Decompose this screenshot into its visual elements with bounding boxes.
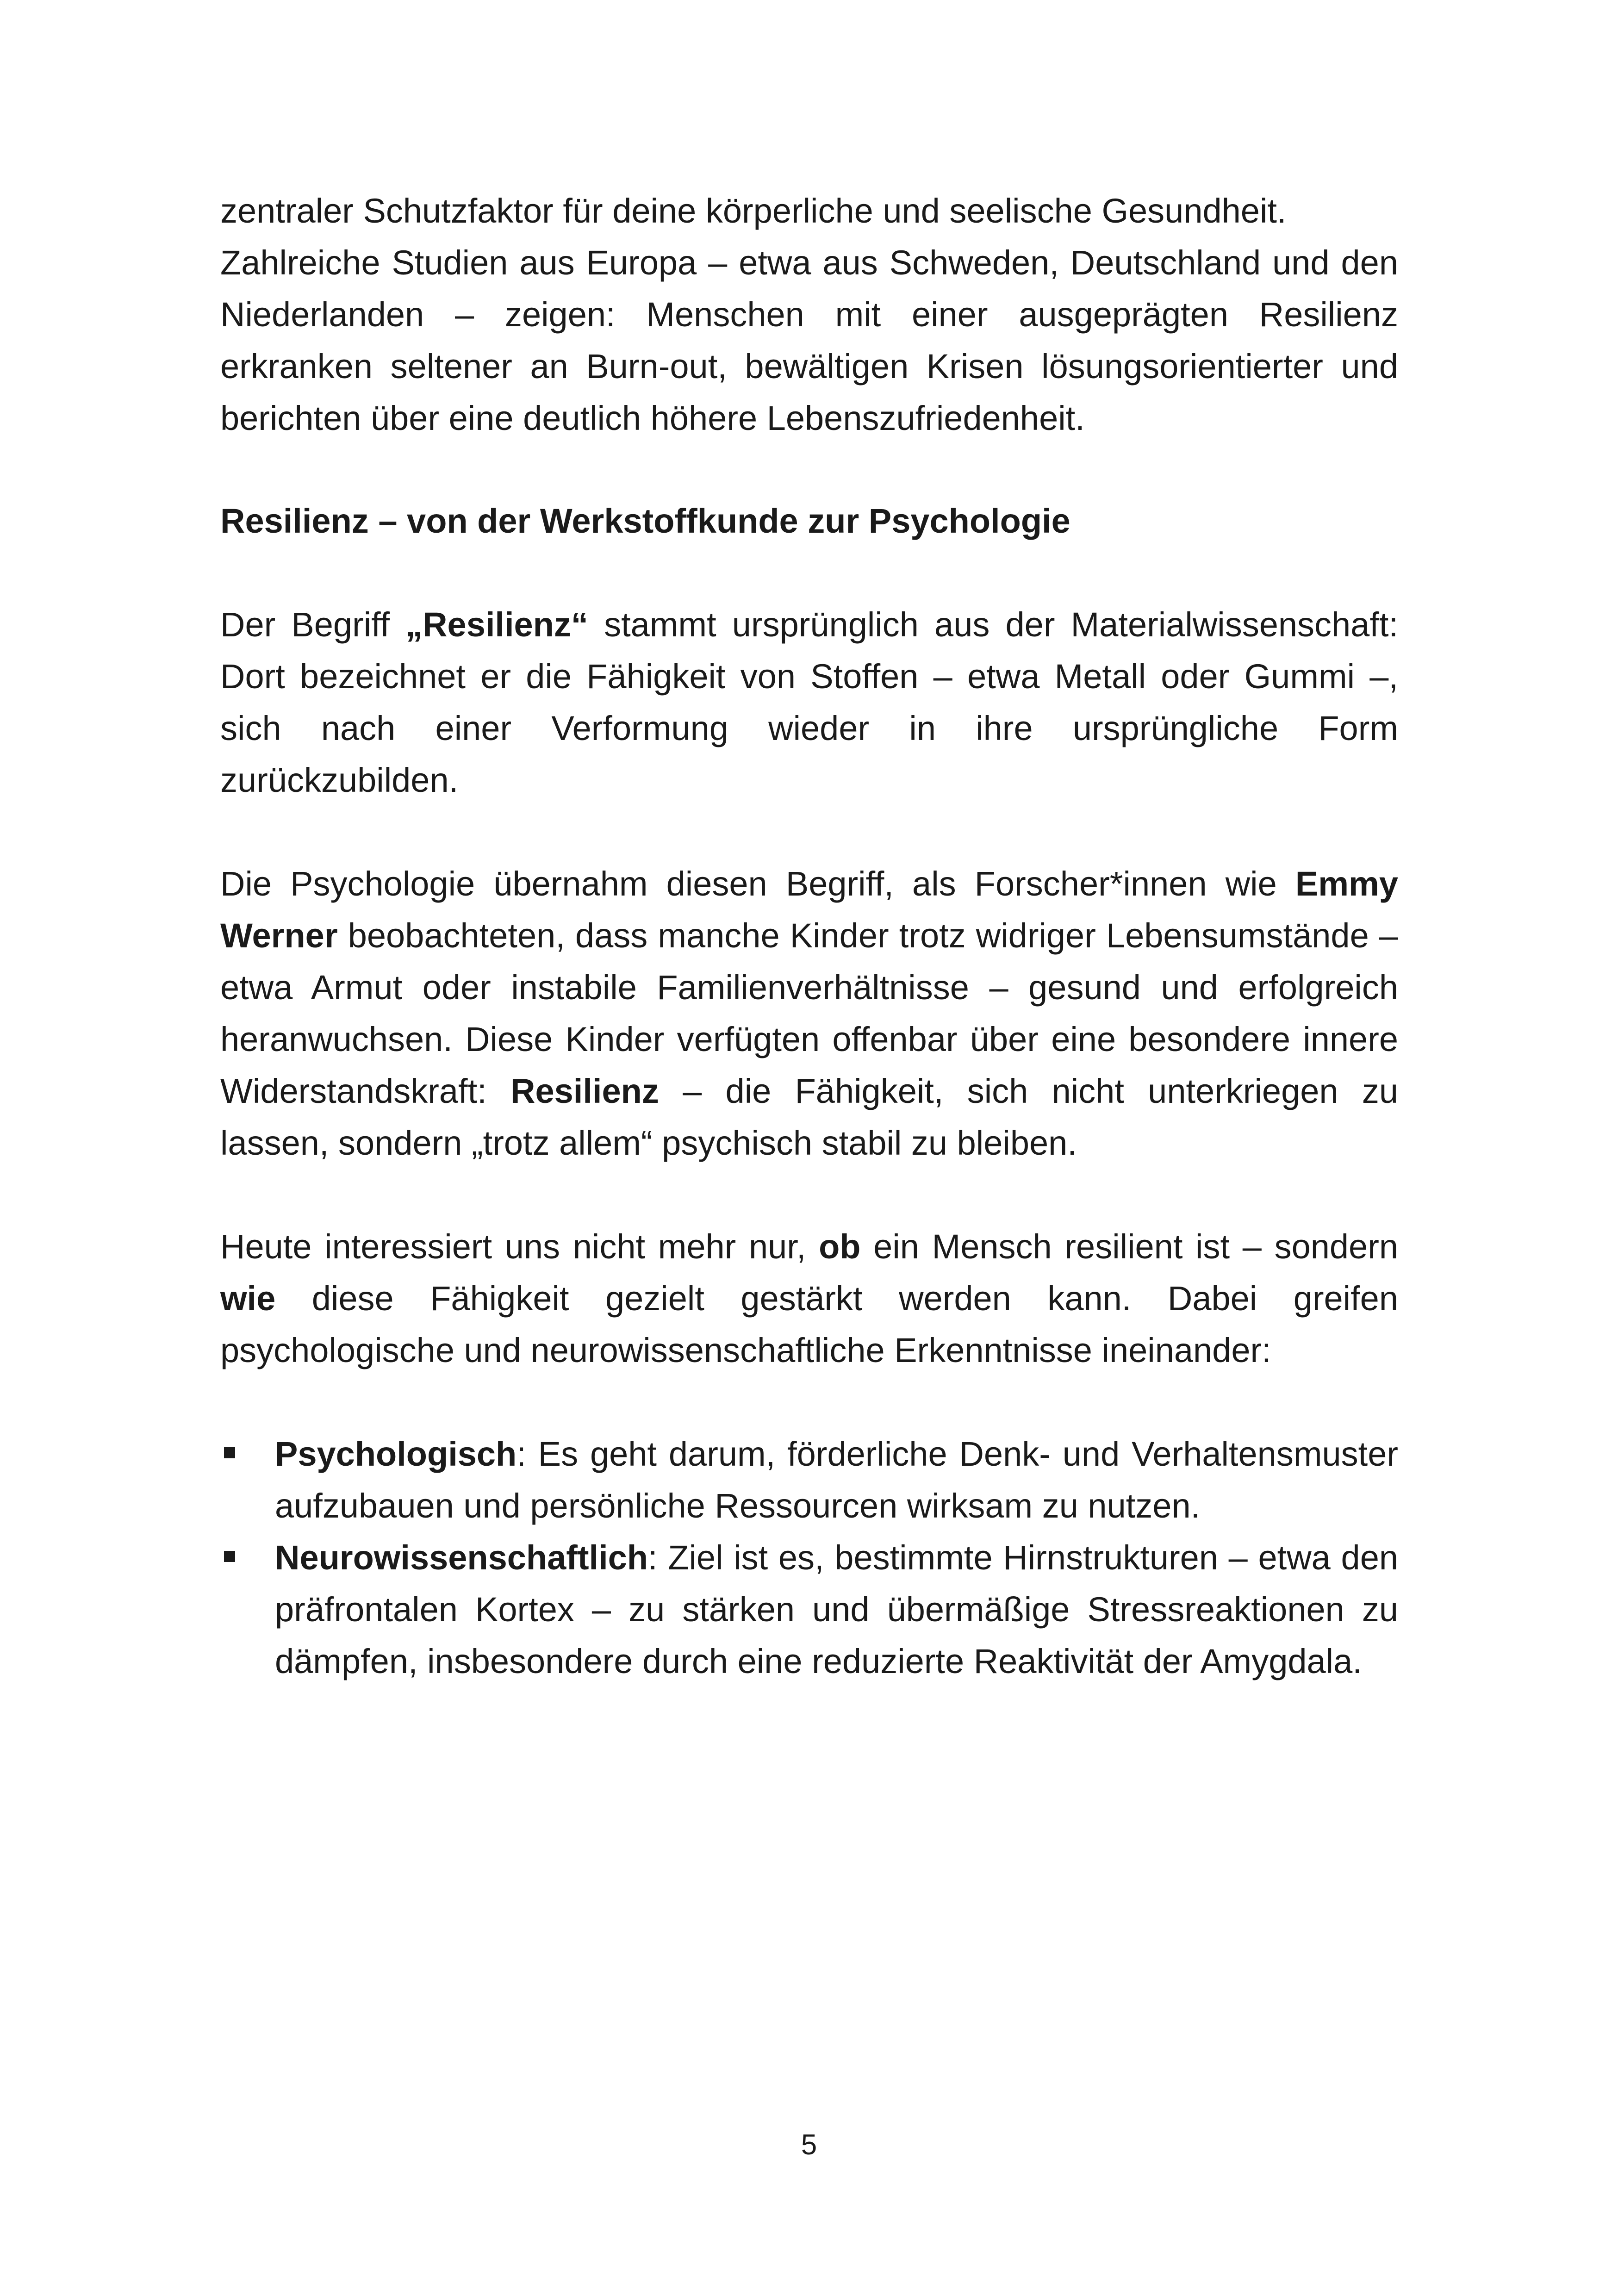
bold-term-resilienz: „Resilienz“ [405,605,588,644]
intro-paragraph-2: Zahlreiche Studien aus Europa – etwa aus Schweden, Deutschland und den Niederlanden – zeigen: Menschen mit einer ausgeprägten Resilienz erkranken seltener an Burn-out, bewältigen Krisen lösungsorientierter und berichten über eine deutlich höhere Lebenszufriedenheit. [220,243,1398,437]
bullet-term: Neurowissenschaftlich [275,1538,648,1577]
square-bullet-icon [224,1551,235,1562]
text-run: stammt ursprünglich aus der Materialwissenschaft: Dort bezeichnet er die Fähigkeit von Stoffen – etwa Metall oder Gummi –, sich nach einer Verformung wieder in ihre ursprüngliche Form zurückzubilden. [220,605,1399,799]
spacer [220,1169,1398,1221]
text-run: Heute interessiert uns nicht mehr nur, [220,1227,819,1266]
text-run: – die Fähigkeit, sich nicht unterkriegen zu lassen, sondern „trotz allem“ psychisch stabil zu bleiben. [220,1072,1398,1162]
section-heading: Resilienz – von der Werkstoffkunde zur Psychologie [220,502,1070,540]
text-run: Der Begriff [220,605,406,644]
paragraph-psychologie [220,858,1398,1169]
text-run: diese Fähigkeit gezielt gestärkt werden kann. Dabei greifen psychologische und neurowissenschaftliche Erkenntnisse ineinander: [220,1279,1398,1369]
document-body [220,185,1398,1687]
bold-name-emmy-werner: Emmy Werner [220,865,1398,955]
list-item [220,1428,1398,1532]
text-run: beobachteten, dass manche Kinder trotz widriger Lebensumstände – etwa Armut oder instabile Familienverhältnisse – gesund und erfolgreich heranwuchsen. Diese Kinder verfügten offenbar über eine besondere innere Widerstandskraft: [220,916,1398,1110]
spacer [220,444,1398,495]
spacer [220,806,1398,858]
bullet-text: : Ziel ist es, bestimmte Hirnstrukturen – etwa den präfrontalen Kortex – zu stärken und übermäßige Stressreaktionen zu dämpfen, insbesondere durch eine reduzierte Reaktivität der Amygdala. [275,1538,1398,1680]
list-item [220,1532,1398,1687]
text-run: Die Psychologie übernahm diesen Begriff, als Forscher*innen wie [220,865,1295,903]
spacer [220,547,1398,599]
paragraph-heute [220,1221,1398,1376]
square-bullet-icon [224,1447,235,1458]
bold-word-wie: wie [220,1279,276,1318]
intro-paragraph-1: zentraler Schutzfaktor für deine körperliche und seelische Gesundheit. [220,192,1287,230]
bold-term-resilienz: Resilienz [510,1072,659,1110]
paragraph-begriff [220,599,1398,806]
text-run: ein Mensch resilient ist – sondern [860,1227,1398,1266]
page-number: 5 [801,2129,817,2161]
spacer [220,1376,1398,1428]
bullet-list [220,1428,1398,1687]
bullet-term: Psychologisch [275,1435,517,1473]
bullet-text: : Es geht darum, förderliche Denk- und Verhaltensmuster aufzubauen und persönliche Ressourcen wirksam zu nutzen. [275,1435,1398,1525]
bold-word-ob: ob [819,1227,861,1266]
